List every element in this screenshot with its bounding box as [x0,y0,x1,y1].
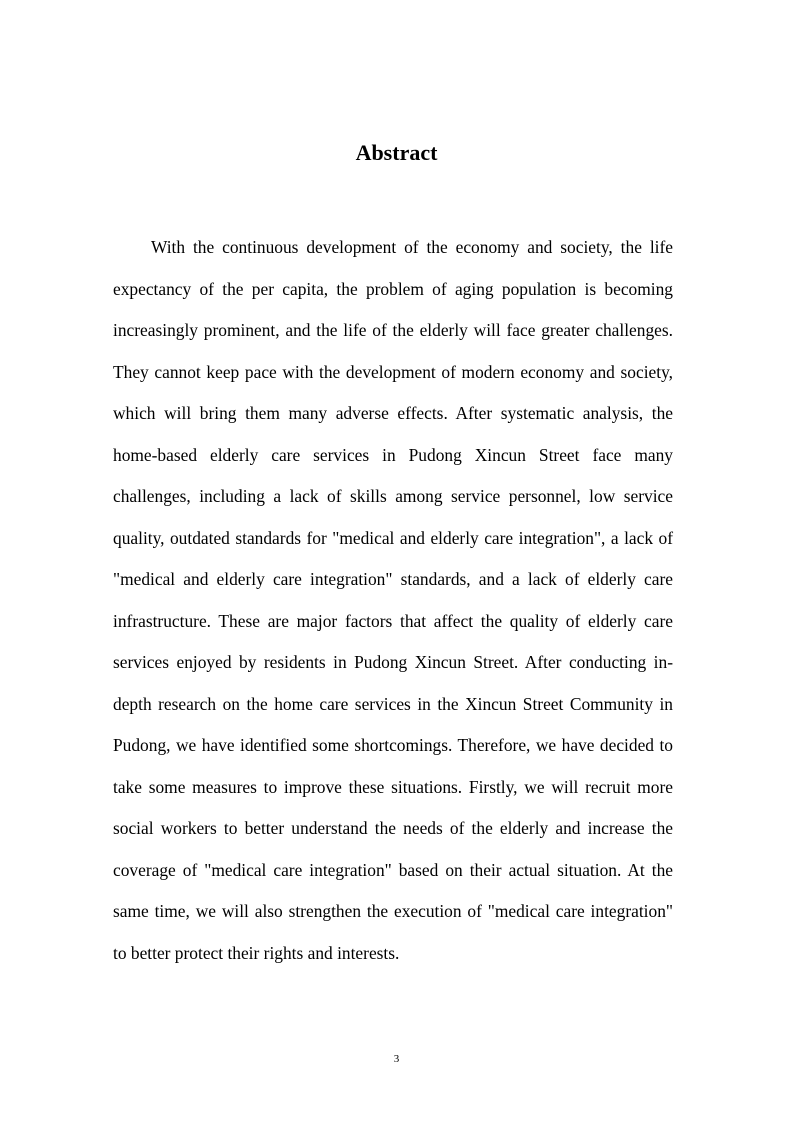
page-number: 3 [393,1053,400,1065]
page-title: Abstract [355,140,438,165]
abstract-paragraph: With the continuous development of the economy and society, the life expectancy of the per capita, the problem of aging population is becoming increasingly prominent, and the life of the elderly will face greater challenges. They cannot keep pace with the development of modern economy and society, which will bring them many adverse effects. After systematic analysis, the home-based elderly care services in Pudong Xincun Street face many challenges, including a lack of skills among service personnel, low service quality, outdated standards for "medical and elderly care integration", a lack of "medical and elderly care integration" standards, and a lack of elderly care infrastructure. These are major factors that affect the quality of elderly care services enjoyed by residents in Pudong Xincun Street. After conducting in-depth research on the home care services in the Xincun Street Community in Pudong, we have identified some shortcomings. Therefore, we have decided to take some measures to improve these situations. Firstly, we will recruit more social workers to better understand the needs of the elderly and increase the coverage of "medical care integration" based on their actual situation. At the same time, we will also strengthen the execution of "medical care integration" to better protect their rights and interests. [113,237,673,963]
